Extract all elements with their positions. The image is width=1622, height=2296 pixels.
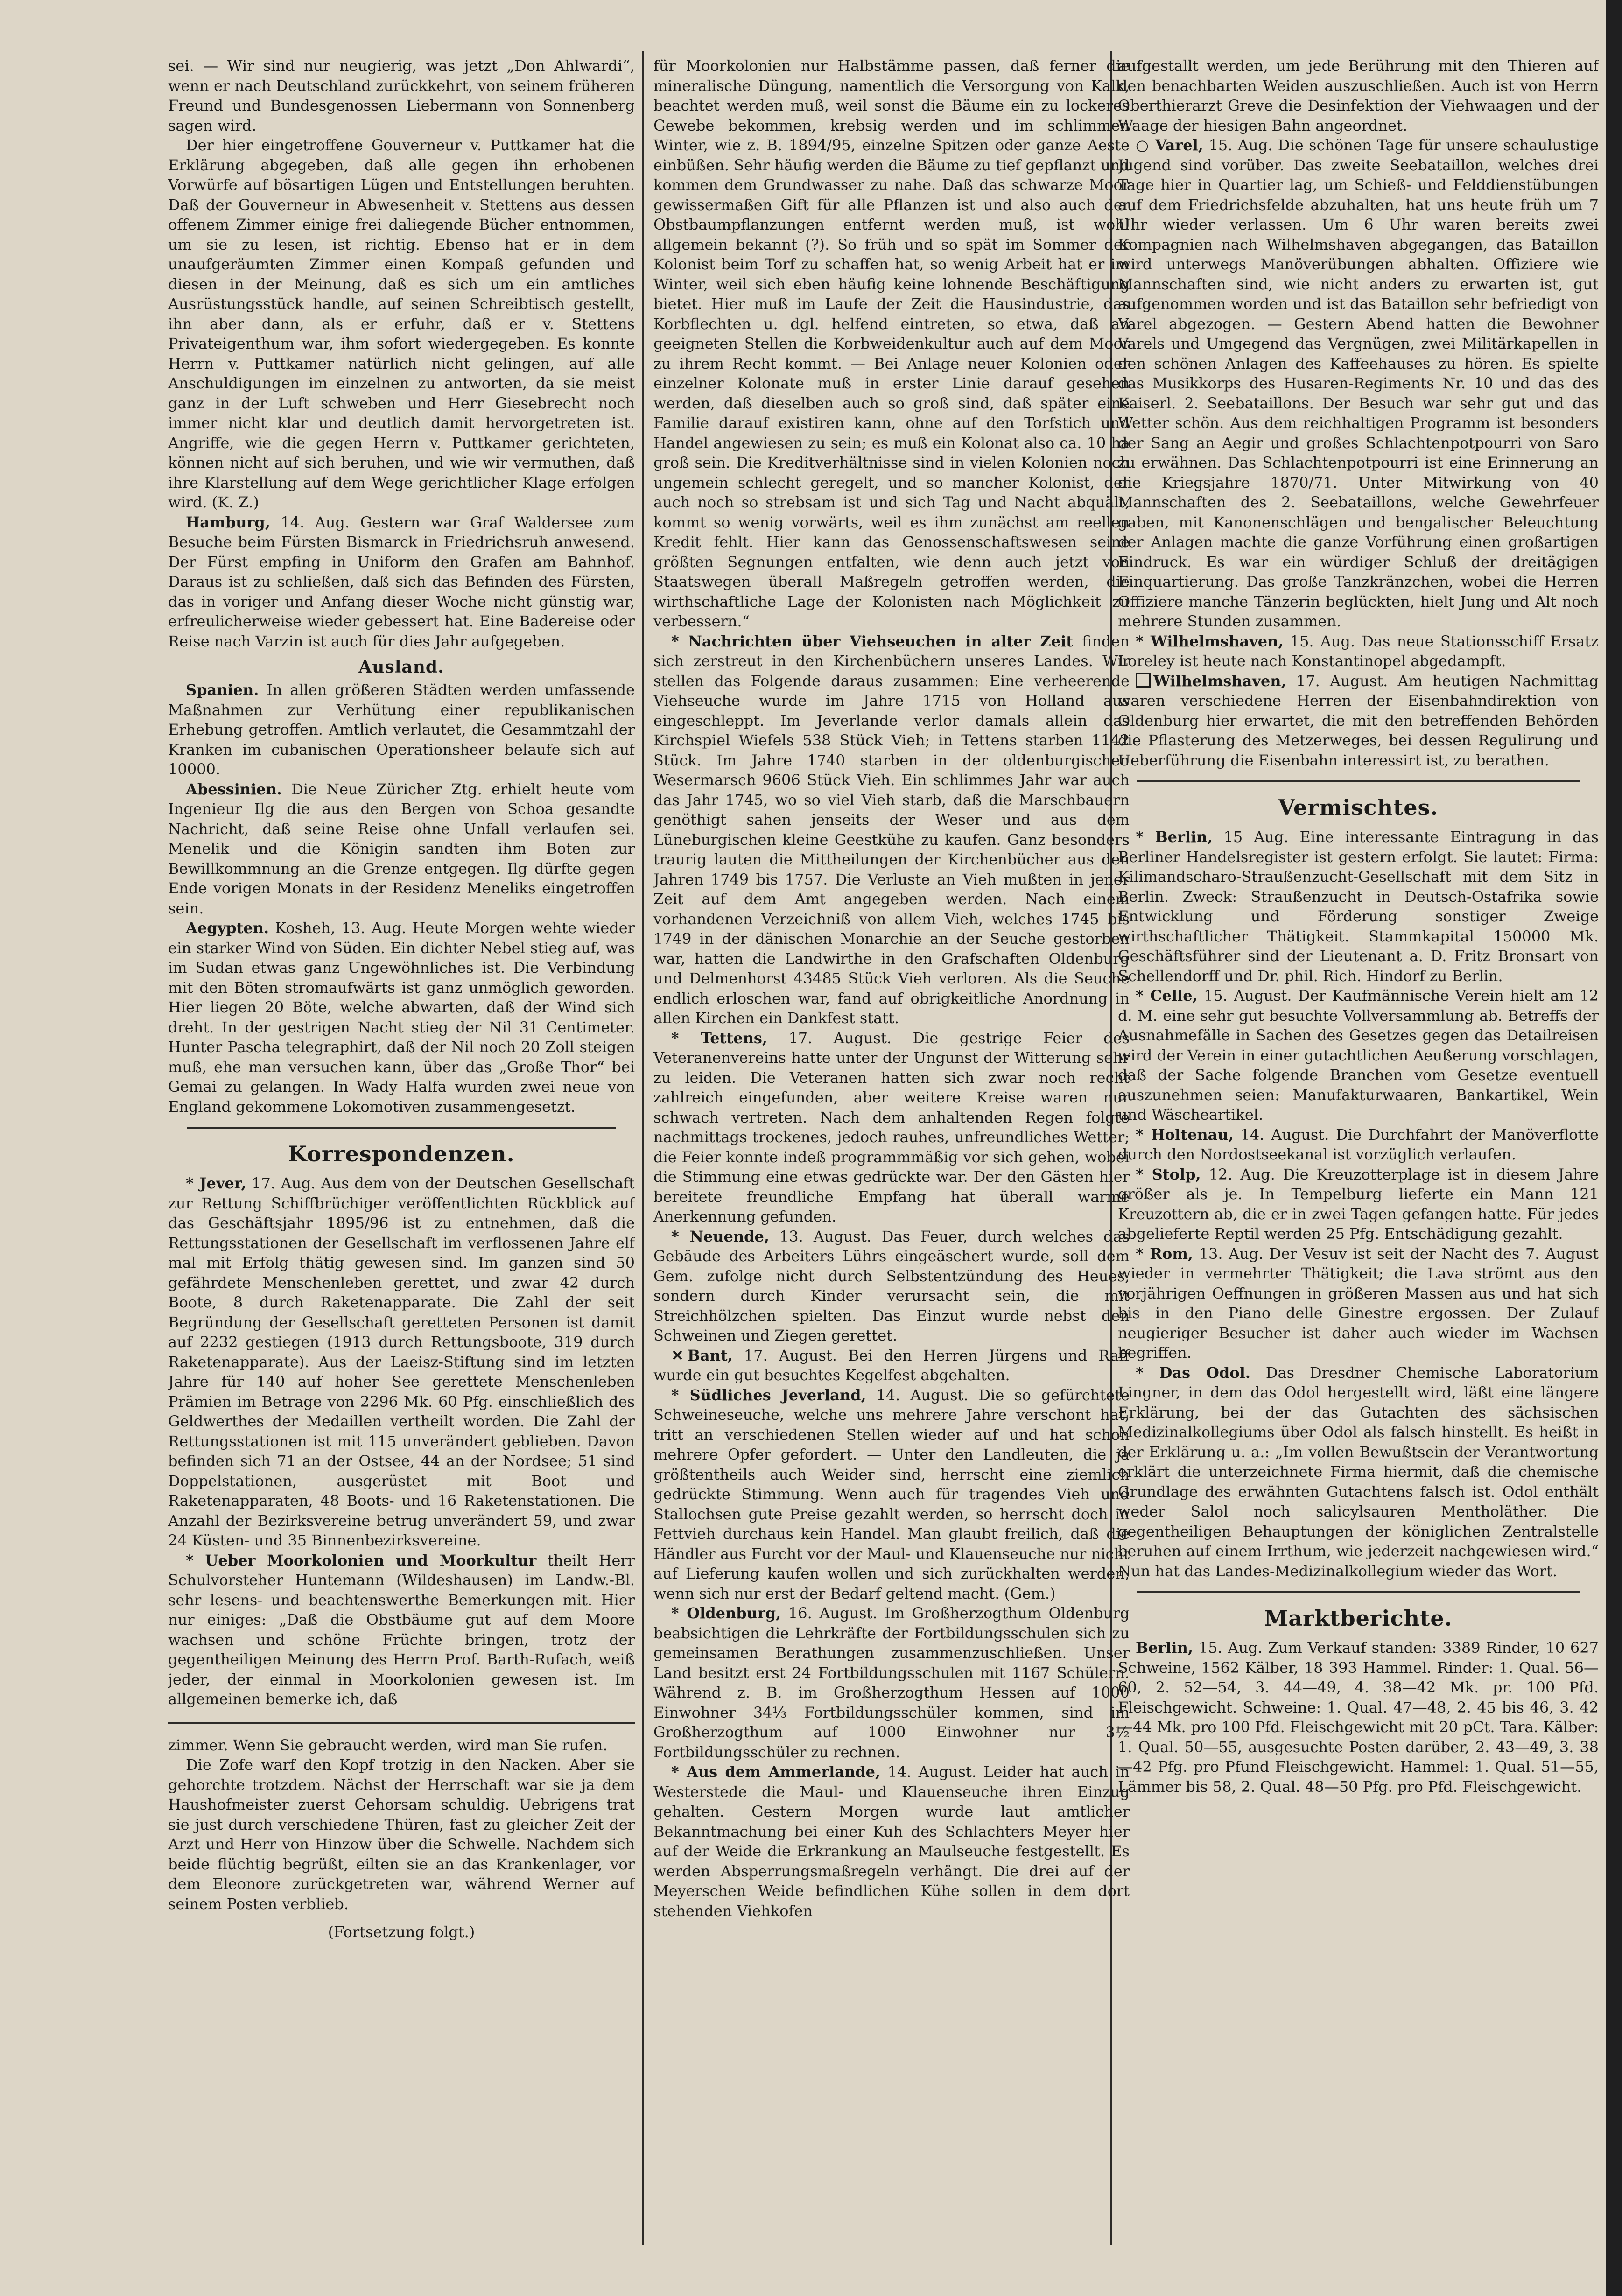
article-jever: * Jever, 17. Aug. Aus dem von der Deutschen Gesellschaft zur Rettung Schiffbrüchiger veröffentlichten Rückblick auf das Geschäftsjahr 1895/96 ist zu entnehmen, daß die Rettungsstationen der Gesellschaft im verflossenen Jahre elf mal mit Erfolg thätig gewesen sind. Im ganzen sind 50 gefährdete Menschenleben gerettet, und zwar 42 durch Boote, 8 durch Raketenapparate. Die Zahl der seit Begründung der Gesellschaft geretteten Personen ist damit auf 2232 gestiegen (1913 durch Rettungsboote, 319 durch Raketenapparate). Aus der Laeisz-Stiftung sind im letzten Jahre für 140 auf hoher See gerettete Menschenleben Prämien im Betrage von 2296 Mk. 60 Pfg. einschließlich des Geldwerthes der Medaillen vertheilt worden. Die Zahl der Rettungsstationen ist mit 115 unverändert geblieben. Davon befinden sich 71 an der Ostsee, 44 an der Nordsee; 51 sind Doppelstationen, ausgerüstet mit Boot und Raketenapparaten, 48 Boots- und 16 Raketenstationen. Die Anzahl der Bezirksvereine betrug unverändert 59, und zwar 24 Küsten- und 35 Binnenbezirksvereine.: [168, 1174, 635, 1549]
article-neuende: * Neuende, 13. August. Das Feuer, durch welches das Gebäude des Arbeiters Lührs eingeäschert wurde, soll dem Gem. zufolge nicht durch Selbstentzündung des Heues, sondern durch Kinder verursacht sein, die mit Streichhölzchen spielten. Das Einzut wurde nebst den Schweinen und Ziegen gerettet.: [653, 1227, 1130, 1344]
section-heading-ausland: Ausland.: [358, 657, 444, 677]
feuilleton-rule: [168, 1722, 635, 1724]
article-spanien: Spanien. In allen größeren Städten werden umfassende Maßnahmen zur Verhütung einer republikanischen Erhebung getroffen. Amtlich verlautet, die Gesammtzahl der Kranken im cubanischen Operationsheer belaufe sich auf 10000.: [168, 681, 635, 778]
article-varel: ○ Varel, 15. Aug. Die schönen Tage für unsere schaulustige Jugend sind vorüber. Das zweite Seebataillon, welches drei Tage hier in Quartier lag, um Schieß- und Felddienstübungen auf dem Friedrichsfelde abzuhalten, hat uns heute früh um 7 Uhr wieder verlassen. Um 6 Uhr waren bereits zwei Kompagnien nach Wilhelmshaven abgegangen, das Bataillon wird unterwegs Manöverübungen abhalten. Offiziere wie Mannschaften sind, wie nicht anders zu erwarten ist, gut aufgenommen worden und ist das Bataillon sehr befriedigt von Varel abgezogen. — Gestern Abend hatten die Bewohner Varels und Umgegend das Vergnügen, zwei Militärkapellen in den schönen Anlagen des Kaffeehauses zu hören. Es spielte das Musikkorps des Husaren-Regiments Nr. 10 und das des Kaiserl. 2. Seebataillons. Der Besuch war sehr gut und das Wetter schön. Aus dem reichhaltigen Programm ist besonders der Sang an Aegir und großes Schlachtenpotpourri von Saro zu erwähnen. Das Schlachtenpotpourri ist eine Erinnerung an die Kriegsjahre 1870/71. Unter Mitwirkung von 40 Mannschaften des 2. Seebataillons, welche Gewehrfeuer gaben, mit Kanonenschlägen und bengalischer Beleuchtung der Anlagen machte die ganze Vorführung einen großartigen Eindruck. Es war ein würdiger Schluß der dreitägigen Einquartierung. Das große Tanzkränzchen, wobei die Herren Offiziere manche Tänzerin beglückten, hielt Jung und Alt noch mehrere Stunden zusammen.: [1118, 136, 1599, 630]
scan-edge: [1606, 0, 1622, 2296]
article-wilhelmshaven-2: Wilhelmshaven, 17. August. Am heutigen Nachmittag waren verschiedene Herren der Eisenbahndirektion von Oldenburg hier erwartet, die mit den betreffenden Behörden die Pflasterung des Metzerweges, bei dessen Regulirung und Ueberführung die Eisenbahn interessirt ist, zu berathen.: [1118, 672, 1599, 769]
article-stolp: * Stolp, 12. Aug. Die Kreuzotterplage ist in diesem Jahre größer als je. In Tempelburg lieferte ein Mann 121 Kreuzottern ab, die er in zwei Tagen gefangen hatte. Für jedes abgelieferte Reptil werden 25 Pfg. Entschädigung gezahlt.: [1118, 1165, 1599, 1243]
article-holtenau: * Holtenau, 14. August. Die Durchfahrt der Manöverflotte durch den Nordostseekanal ist vorzüglich verlaufen.: [1118, 1125, 1599, 1163]
article-text: sei. — Wir sind nur neugierig, was jetzt „Don Ahlwardi“, wenn er nach Deutschland zurückkehrt, von seinem früheren Freund und Bundesgenossen Liebermann von Sonnenberg sagen wird.: [168, 57, 635, 134]
article-odol: * Das Odol. Das Dresdner Chemische Laboratorium Lingner, in dem das Odol hergestellt wird, läßt eine längere Erklärung, bei der das Gutachten des sächsischen Medizinalkollegiums über Odol als falsch hinstellt. Es heißt in der Erklärung u. a.: „Im vollen Bewußtsein der Verantwortung erklärt die unterzeichnete Firma hiermit, daß die chemische Grundlage des erwähnten Gutachtens falsch ist. Odol enthält weder Salol noch salicylsauren Mentholäther. Die gegentheiligen Behauptungen der königlichen Zentralstelle beruhen auf einem Irrthum, wie jederzeit nachgewiesen wird.“ Nun hat das Landes-Medizinalkollegium wieder das Wort.: [1118, 1363, 1599, 1580]
article-wilhelmshaven-1: * Wilhelmshaven, 15. Aug. Das neue Stationsschiff Ersatz Loreley ist heute nach Konstantinopel abgedampft.: [1118, 632, 1599, 670]
section-heading-vermischtes: Vermischtes.: [1278, 795, 1439, 820]
article-jeverland: * Südliches Jeverland, 14. August. Die so gefürchtete Schweineseuche, welche uns mehrere Jahre verschont hat, tritt an verschiedenen Stellen wieder auf und hat schon mehrere Opfer gefordert. — Unter den Landleuten, die ja größtentheils auch Weider sind, herrscht eine ziemlich gedrückte Stimmung. Wenn auch für tragendes Vieh und Stallochsen gute Preise gezahlt werden, so herrscht doch in Fettvieh durchaus kein Handel. Man glaubt freilich, daß die Händler aus Furcht vor der Maul- und Klauenseuche nur nicht auf Lieferung kaufen wollen und sich zurückhalten werden, wenn sich nur erst der Bedarf geltend macht. (Gem.): [653, 1386, 1130, 1602]
section-heading-marktberichte: Marktberichte.: [1264, 1606, 1453, 1631]
article-bant: ✕ Bant, 17. August. Bei den Herren Jürgens und Raff wurde ein gut besuchtes Kegelfest abgehalten.: [653, 1346, 1130, 1384]
article-celle: * Celle, 15. August. Der Kaufmännische Verein hielt am 12 d. M. eine sehr gut besuchte Vollversammlung ab. Betreffs der Ausnahmefälle in Sachen des Gesetzes gegen das Detailreisen wird der Verein in einer gutachtlichen Aeußerung vorschlagen, daß der Sache folgende Branchen vom Gesetze eventuell auszunehmen seien: Manufakturwaaren, Bankartikel, Wein und Wäscheartikel.: [1118, 987, 1599, 1123]
column-3: [1118, 56, 1599, 2278]
article-moorkolonien: * Ueber Moorkolonien und Moorkultur theilt Herr Schulvorsteher Huntemann (Wildeshausen) im Landw.-Bl. sehr lesens- und beachtenswerthe Bemerkungen mit. Hier nur einiges: „Daß die Obstbäume gut auf dem Moore wachsen und schöne Früchte bringen, trotz der gegentheiligen Meinung des Herrn Prof. Barth-Rufach, weiß jeder, der einmal in Moorkolonien gewesen ist. Im allgemeinen bemerke ich, daß: [168, 1551, 635, 1708]
article-viehseuchen: * Nachrichten über Viehseuchen in alter Zeit finden sich zerstreut in den Kirchenbüchern unseres Landes. Wir stellen das Folgende daraus zusammen: Eine verheerende Viehseuche wurde im Jahre 1715 von Holland aus eingeschleppt. Im Jeverlande verlor damals allein das Kirchspiel Wiefels 538 Stück Vieh; in Tettens starben 1142 Stück. Im Jahre 1740 starben in der oldenburgischen Wesermarsch 9606 Stück Vieh. Ein schlimmes Jahr war auch das Jahr 1745, wo so viel Vieh starb, daß die Marschbauern genöthigt sahen jenseits der Weser und aus dem Lüneburgischen kleine Geestkühe zu kaufen. Ganz besonders traurig lauten die Mittheilungen der Kirchenbücher aus den Jahren 1749 bis 1757. Die Verluste an Vieh mußten in jener Zeit auf dem Amt angegeben werden. Nach einem vorhandenen Verzeichniß von allem Vieh, welches 1745 bis 1749 in der dänischen Monarchie an der Seuche gestorben war, hatten die Landwirthe in den Grafschaften Oldenburg und Delmenhorst 43485 Stück Vieh verloren. Als die Seuche endlich erloschen war, fand auf obrigkeitliche Anordnung in allen Kirchen ein Dankfest statt.: [653, 632, 1130, 1027]
section-rule: [1137, 1591, 1580, 1593]
column-1: [168, 56, 635, 2278]
article-ammerland: * Aus dem Ammerlande, 14. August. Leider hat auch in Westerstede die Maul- und Klauenseuche ihren Einzug gehalten. Gestern Morgen wurde laut amtlicher Bekanntmachung bei einer Kuh des Schlachters Meyer hier auf der Weide die Erkrankung an Maulseuche festgestellt. Es werden Absperrungsmaßregeln verhängt. Die drei auf der Meyerschen Weide befindlichen Kühe sollen in dem dort stehenden Viehkofen: [653, 1763, 1130, 1920]
article-tettens: * Tettens, 17. August. Die gestrige Feier des Veteranenvereins hatte unter der Ungunst der Witterung sehr zu leiden. Die Veteranen hatten sich zwar noch recht zahlreich eingefunden, aber weitere Kreise waren nur schwach vertreten. Nach dem anhaltenden Regen folgte nachmittags trockenes, jedoch rauhes, unfreundliches Wetter; die Feier konnte indeß programmmäßig vor sich gehen, wobei die Stimmung eine etwas gedrückte war. Der den Gästen hier bereitete freundliche Empfang hat überall warme Anerkennung gefunden.: [653, 1029, 1130, 1225]
section-rule: [187, 1127, 616, 1129]
article-market-berlin: Berlin, 15. Aug. Zum Verkauf standen: 3389 Rinder, 10 627 Schweine, 1562 Kälber, 18 393 Hammel. Rinder: 1. Qual. 56—60, 2. 52—54, 3. 44—49, 4. 38—42 Mk. pr. 100 Pfd. Fleischgewicht. Schweine: 1. Qual. 47—48, 2. 45 bis 46, 3. 42—44 Mk. pro 100 Pfd. Fleischgewicht mit 20 pCt. Tara. Kälber: 1. Qual. 50—55, ausgesuchte Posten darüber, 2. 43—49, 3. 38—42 Pfg. pro Pfund Fleischgewicht. Hammel: 1. Qual. 51—55, Lämmer bis 58, 2. Qual. 48—50 Pfg. pro Pfd. Fleischgewicht.: [1118, 1639, 1599, 1796]
feuilleton-text: Die Zofe warf den Kopf trotzig in den Nacken. Aber sie gehorchte trotzdem. Nächst der Herrschaft war sie ja dem Haushofmeister zuerst Gehorsam schuldig. Uebrigens trat sie just durch verschiedene Thüren, fast zu gleicher Zeit der Arzt und Herr von Hinzow über die Schwelle. Nachdem sich beide flüchtig begrüßt, eilten sie an das Krankenlager, vor dem Eleonore zurückgetreten war, während Werner auf seinem Posten verblieb.: [168, 1756, 635, 1913]
section-rule: [1137, 780, 1580, 782]
column-2: [653, 56, 1130, 2278]
cross-mark-icon: ✕: [671, 1346, 684, 1364]
square-mark-icon: [1136, 673, 1151, 688]
article-aegypten: Aegypten. Kosheh, 13. Aug. Heute Morgen wehte wieder ein starker Wind von Süden. Ein dichter Nebel stieg auf, was im Sudan etwas ganz Ungewöhnliches ist. Die Verbindung mit den Böten stromaufwärts ist ganz unmöglich geworden. Hier liegen 20 Böte, welche abwarten, daß der Wind sich dreht. In der gestrigen Nacht stieg der Nil 31 Centimeter. Hunter Pascha telegraphirt, daß der Nil noch 20 Zoll steigen muß, ehe man versuchen kann, über das „Große Thor“ bei Gemai zu gelangen. In Wady Halfa wurden zwei neue von England gekommene Lokomotiven zusammengesetzt.: [168, 919, 635, 1116]
article-text: aufgestallt werden, um jede Berührung mit den Thieren auf den benachbarten Weiden auszuschließen. Auch ist von Herrn Oberthierarzt Greve die Desinfektion der Viehwaagen und der Waage der hiesigen Bahn angeordnet.: [1118, 57, 1599, 134]
section-heading-korrespondenzen: Korrespondenzen.: [288, 1141, 515, 1166]
article-rom: * Rom, 13. Aug. Der Vesuv ist seit der Nacht des 7. August wieder in vermehrter Thätigkeit; die Lava strömt aus den vorjährigen Oeffnungen in größeren Massen aus und hat sich bis in den Piano delle Ginestre ergossen. Der Zulauf neugieriger Besucher ist daher auch wieder im Wachsen begriffen.: [1118, 1244, 1599, 1362]
article-abessinien: Abessinien. Die Neue Züricher Ztg. erhielt heute vom Ingenieur Ilg die aus den Bergen von Schoa gesandte Nachricht, daß seine Reise ohne Unfall verlaufen sei. Menelik und die Königin sandten ihm Boten zur Bewillkommnung an die Grenze entgegen. Ilg dürfte gegen Ende vorigen Monats in der Residenz Meneliks eingetroffen sein.: [168, 780, 635, 917]
article-text: Der hier eingetroffene Gouverneur v. Puttkamer hat die Erklärung abgegeben, daß alle gegen ihn erhobenen Vorwürfe auf bösartigen Lügen und Entstellungen beruhten. Daß der Gouverneur in Abwesenheit v. Stettens aus dessen offenem Zimmer einige frei daliegende Bücher entnommen, um sie zu lesen, ist richtig. Ebenso hat er in dem unaufgeräumten Zimmer einen Kompaß gefunden und diesen in der Meinung, daß es sich um ein amtliches Ausrüstungsstück handle, auf seinen Schreibtisch gestellt, ihn aber dann, als er erfuhr, daß er v. Stettens Privateigenthum war, ihm sofort wiedergegeben. Es konnte Herrn v. Puttkamer natürlich nicht gelingen, auf alle Anschuldigungen im einzelnen zu antworten, da sie meist ganz in der Luft schweben und Herr Giesebrecht noch immer nicht klar und deutlich damit hervorgetreten ist. Angriffe, wie die gegen Herrn v. Puttkamer gerichteten, können nicht auf sich beruhen, und wie wir vermuthen, daß ihre Klarstellung auf dem Wege gerichtlicher Klage erfolgen wird. (K. Z.): [168, 136, 635, 511]
feuilleton-continuation: (Fortsetzung folgt.): [328, 1923, 475, 1941]
article-hamburg: Hamburg, 14. Aug. Gestern war Graf Waldersee zum Besuche beim Fürsten Bismarck in Friedrichsruh anwesend. Der Fürst empfing in Uniform den Grafen am Bahnhof. Daraus ist zu schließen, daß sich das Befinden des Fürsten, das in voriger und Anfang dieser Woche nicht günstig war, erfreulicherweise wieder gebessert hat. Eine Badereise oder Reise nach Varzin ist auch für dies Jahr aufgegeben.: [168, 513, 635, 650]
feuilleton-text: zimmer. Wenn Sie gebraucht werden, wird man Sie rufen.: [168, 1736, 608, 1754]
article-berlin: * Berlin, 15 Aug. Eine interessante Eintragung in das Berliner Handelsregister ist gestern erfolgt. Sie lautet: Firma: Kilimandscharo-Straußenzucht-Gesellschaft mit dem Sitz in Berlin. Zweck: Straußenzucht in Deutsch-Ostafrika sowie Entwicklung und Förderung sonstiger Zweige wirthschaftlicher Thätigkeit. Stammkapital 150000 Mk. Geschäftsführer sind der Lieutenant a. D. Fritz Bronsart von Schellendorff und Dr. phil. Rich. Hindorf zu Berlin.: [1118, 828, 1599, 985]
column-divider: [642, 51, 644, 2245]
article-text: für Moorkolonien nur Halbstämme passen, daß ferner die mineralische Düngung, namentlich die Versorgung von Kalk, beachtet werden muß, weil sonst die Bäume ein zu lockeres Gewebe bekommen, krebsig werden und im schlimmen Winter, wie z. B. 1894/95, einzelne Spitzen oder ganze Aeste einbüßen. Sehr häufig werden die Bäume zu tief gepflanzt und kommen dem Grundwasser zu nahe. Daß das schwarze Moor gewissermaßen Gift für alle Pflanzen ist und also auch der Obstbaumpflanzungen entfernt werden muß, ist wohl allgemein bekannt (?). So früh und so spät im Sommer der Kolonist beim Torf zu schaffen hat, so wenig Arbeit hat er im Winter, weil sich eben häufig keine lohnende Beschäftigung bietet. Hier muß im Laufe der Zeit die Hausindustrie, das Korbflechten u. dgl. helfend eintreten, so etwa, daß an geeigneten Stellen die Korbweidenkultur auch auf dem Moor zu ihrem Recht kommt. — Bei Anlage neuer Kolonien oder einzelner Kolonate muß in erster Linie darauf gesehen werden, daß dieselben auch so groß sind, daß später eine Familie darauf existiren kann, ohne auf den Torfstich und Handel angewiesen zu sein; es muß ein Kolonat also ca. 10 ha groß sein. Die Kreditverhältnisse sind in vielen Kolonien noch ungemein schlecht geregelt, und so mancher Kolonist, der auch noch so strebsam ist und sich Tag und Nacht abquält, kommt so wenig vorwärts, weil es ihm zunächst am reellen Kredit fehlt. Hier kann das Genossenschaftswesen seine größten Segnungen entfalten, wie denn auch jetzt von Staatswegen überall Maßregeln getroffen werden, die wirthschaftliche Lage der Kolonisten nach Möglichkeit zu verbessern.“: [653, 57, 1130, 630]
article-oldenburg: * Oldenburg, 16. August. Im Großherzogthum Oldenburg beabsichtigen die Lehrkräfte der Fortbildungsschulen sich zu gemeinsamen Berathungen zusammenzuschließen. Unser Land besitzt erst 24 Fortbildungsschulen mit 1167 Schülern. Während z. B. im Großherzogthum Hessen auf 1000 Einwohner 34⅓ Fortbildungsschüler kommen, sind im Großherzogthum auf 1000 Einwohner nur 3½ Fortbildungsschüler zu rechnen.: [653, 1604, 1130, 1761]
